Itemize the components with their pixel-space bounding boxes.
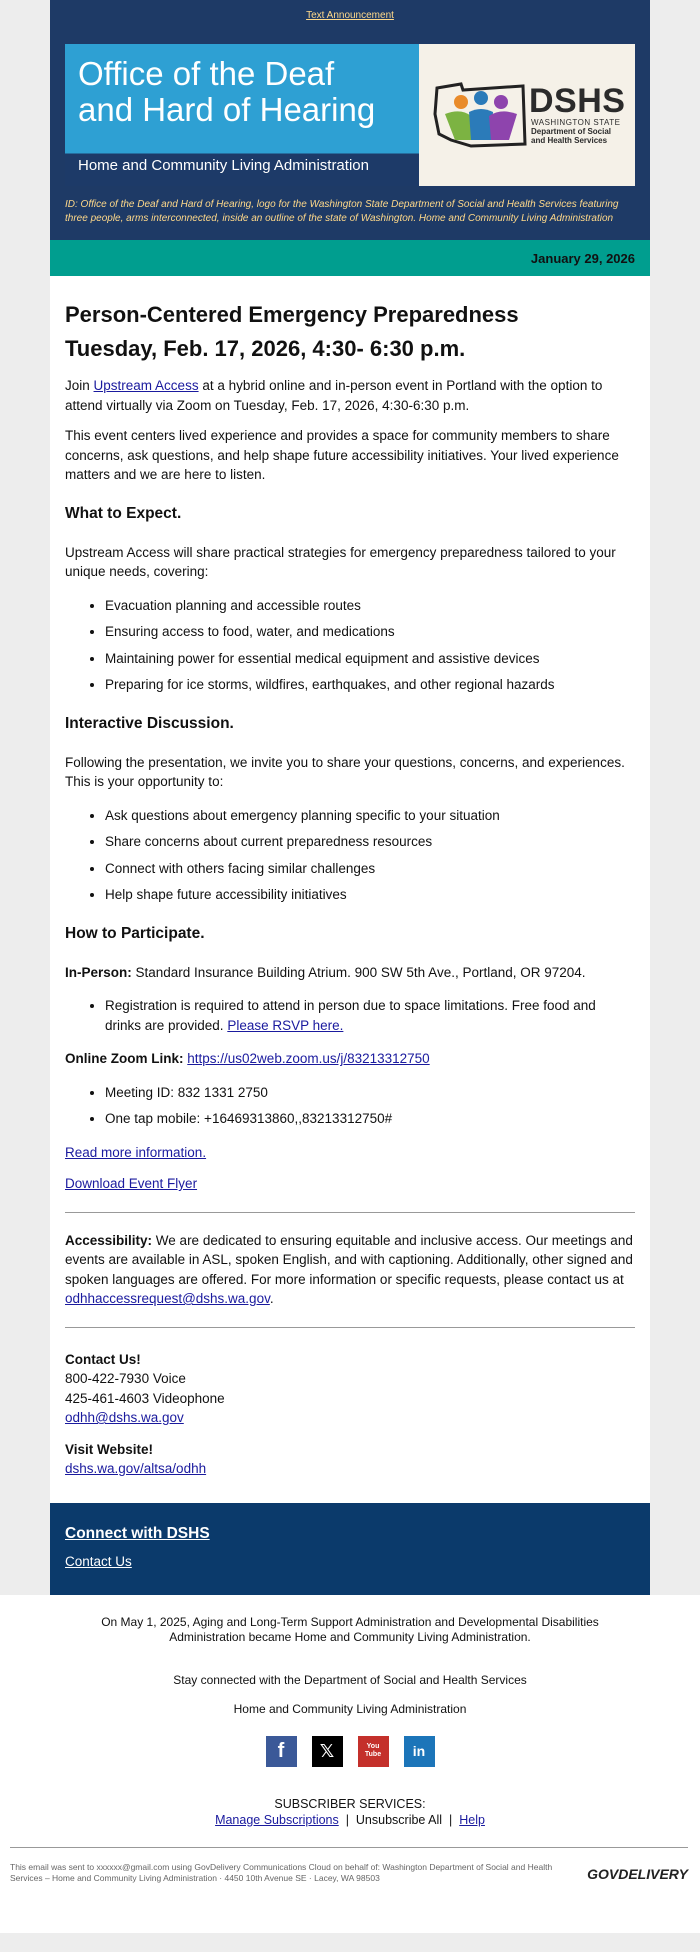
list-item: • Preparing for ice storms, wildfires, earthquakes, and other regional hazards — [105, 675, 635, 695]
announcement-bar — [50, 9, 650, 23]
help-link[interactable]: Help — [459, 1812, 485, 1827]
text-announcement-link[interactable]: Text Announcement — [306, 10, 394, 21]
youtube-icon[interactable] — [358, 1736, 389, 1767]
expect-heading: What to Expect. — [65, 504, 182, 522]
x-glyph: 𝕏 — [319, 1740, 335, 1761]
website-heading-text: Visit Website! — [65, 1441, 154, 1457]
accessibility-label: Accessibility: — [65, 1232, 153, 1248]
flyer-row — [65, 1174, 635, 1194]
divider — [65, 1327, 635, 1328]
legal-row — [10, 1862, 688, 1884]
dshs-logo-subtext — [531, 118, 621, 145]
facebook-glyph: f — [277, 1739, 285, 1762]
list-item: • Ensuring access to food, water, and medications — [105, 622, 635, 642]
list-item: • Share concerns about current preparedness resources — [105, 832, 635, 852]
contact-us-link[interactable]: Contact Us — [65, 1553, 132, 1569]
access-request-email-link[interactable]: odhhaccessrequest@dshs.wa.gov — [65, 1291, 270, 1306]
intro-suffix: at a hybrid online and in-person event in Portland with the option to attend virtually via Zoom on Tuesday, Feb. 17, 2026, 4:30-6:30 p.m. — [65, 378, 603, 413]
odhh-banner — [65, 44, 635, 186]
participate-heading: How to Participate. — [65, 924, 205, 942]
email-header — [50, 0, 650, 240]
list-item: • Evacuation planning and accessible routes — [105, 596, 635, 616]
in-person-info — [65, 963, 635, 983]
banner-subtitle: Home and Community Living Administration — [78, 157, 369, 174]
issue-date: January 29, 2026 — [530, 250, 635, 266]
separator: | — [449, 1812, 453, 1827]
zoom-label: Online Zoom Link: — [65, 1051, 184, 1066]
dshs-logo-text: DSHS — [529, 82, 626, 120]
govdelivery-logo: GOVDELIVERY — [587, 1865, 688, 1882]
youtube-glyph: You Tube — [364, 1743, 382, 1758]
discussion-list — [65, 806, 635, 905]
divider — [10, 1847, 688, 1848]
zoom-link[interactable]: https://us02web.zoom.us/j/83213312750 — [187, 1051, 430, 1066]
logo-state: WASHINGTON STATE — [531, 118, 621, 127]
intro-paragraph-2: This event centers lived experience and provides a space for community members to share concerns, ask questions, and help shape future accessibility initiatives. Your lived experience matters and we are here to listen. — [65, 428, 619, 482]
list-item: • Ask questions about emergency planning specific to your situation — [105, 806, 635, 826]
website-heading — [65, 1440, 635, 1460]
contact-heading-text: Contact Us! — [65, 1351, 141, 1367]
intro-prefix: Join — [65, 378, 94, 393]
event-datetime: Tuesday, Feb. 17, 2026, 4:30- 6:30 p.m. — [65, 336, 466, 361]
stay-connected-text: Stay connected with the Department of Social and Health Services — [173, 1672, 527, 1687]
connect-section — [50, 1503, 650, 1595]
expect-list — [65, 596, 635, 695]
connect-dshs-link[interactable]: Connect with DSHS — [65, 1524, 210, 1542]
list-item: • One tap mobile: +16469313860,,83213312750# — [105, 1109, 635, 1129]
contact-email-row — [65, 1408, 635, 1428]
contact-email-link[interactable]: odhh@dshs.wa.gov — [65, 1410, 184, 1425]
legal-footer — [0, 1847, 700, 1933]
article-body — [50, 276, 650, 1503]
date-band — [50, 240, 650, 276]
registration-text: Registration is required to attend in person due to space limitations. Free food and drinks are provided. — [105, 998, 596, 1033]
expect-text: Upstream Access will share practical strategies for emergency preparedness tailored to your unique needs, covering: — [65, 544, 616, 579]
upstream-access-link[interactable]: Upstream Access — [93, 378, 199, 393]
list-item: • Maintaining power for essential medical equipment and assistive devices — [105, 649, 635, 669]
admin-change-note: On May 1, 2025, Aging and Long-Term Support Administration and Developmental Disabilities Administration became Home and Community Living Administration. — [101, 1614, 599, 1644]
rsvp-link[interactable]: Please RSVP here. — [227, 1017, 344, 1033]
list-item: • Meeting ID: 832 1331 2750 — [105, 1083, 635, 1103]
list-item: • Help shape future accessibility initiatives — [105, 885, 635, 905]
accessibility-end: . — [269, 1291, 274, 1306]
logo-department: Department of Social and Health Services — [531, 127, 612, 145]
contact-block — [65, 1350, 635, 1479]
read-more-row — [65, 1143, 635, 1163]
videophone-number: 425-461-4603 Videophone — [65, 1390, 225, 1406]
zoom-details-list — [65, 1083, 635, 1129]
washington-people-logo-icon — [431, 74, 527, 154]
accessibility-statement — [65, 1231, 635, 1309]
separator: | — [345, 1812, 349, 1827]
download-flyer-link[interactable]: Download Event Flyer — [65, 1176, 198, 1191]
discussion-text: Following the presentation, we invite you to share your questions, concerns, and experiences. This is your opportunity to: — [65, 754, 625, 789]
linkedin-glyph: in — [412, 1743, 426, 1759]
manage-subscriptions-link[interactable]: Manage Subscriptions — [215, 1812, 339, 1827]
dshs-logo — [419, 44, 635, 186]
registration-list — [65, 996, 635, 1035]
list-item — [105, 996, 635, 1035]
subscriber-links — [0, 1813, 700, 1827]
intro-paragraph — [65, 376, 635, 415]
social-links — [0, 1736, 700, 1767]
website-row — [65, 1459, 635, 1479]
linkedin-icon[interactable] — [404, 1736, 435, 1767]
facebook-icon[interactable] — [266, 1736, 297, 1767]
footer — [0, 1595, 700, 1847]
website-link[interactable]: dshs.wa.gov/altsa/odhh — [65, 1461, 207, 1476]
in-person-label: In-Person: — [65, 964, 132, 980]
banner-title: Office of the Deaf and Hard of Hearing — [78, 55, 376, 128]
voice-number: 800-422-7930 Voice — [65, 1371, 186, 1386]
list-item: • Connect with others facing similar challenges — [105, 859, 635, 879]
admin-name: Home and Community Living Administration — [233, 1701, 467, 1716]
read-more-link[interactable]: Read more information. — [65, 1144, 207, 1160]
image-description: ID: Office of the Deaf and Hard of Hearing, logo for the Washington State Department of Social and Health Services featuring three people, arms interconnected, inside an outline of the state of Washington. Home and Community Living Administration — [65, 199, 619, 224]
legal-text: This email was sent to xxxxxx@gmail.com using GovDelivery Communications Cloud on behalf of: Washington Department of Social and Health Services – Home and Community Living Administration · 4450 10th Avenue SE · Lacey, WA 98503 — [10, 1861, 553, 1883]
unsubscribe-all-text[interactable]: Unsubscribe All — [355, 1812, 443, 1827]
x-icon[interactable] — [312, 1736, 343, 1767]
in-person-address: Standard Insurance Building Atrium. 900 SW 5th Ave., Portland, OR 97204. — [131, 964, 586, 980]
contact-heading — [65, 1350, 635, 1370]
banner-title-panel — [65, 44, 419, 186]
discussion-heading: Interactive Discussion. — [65, 714, 234, 732]
article-title: Person-Centered Emergency Preparedness — [65, 302, 519, 327]
divider — [65, 1212, 635, 1213]
zoom-info — [65, 1049, 635, 1069]
subscriber-services-title: SUBSCRIBER SERVICES: — [274, 1796, 426, 1811]
accessibility-text: We are dedicated to ensuring equitable and inclusive access. Our meetings and events are available in ASL, spoken English, and with captioning. Additionally, other signed and spoken languages are offered. For more information or specific requests, please contact us at — [65, 1232, 633, 1287]
